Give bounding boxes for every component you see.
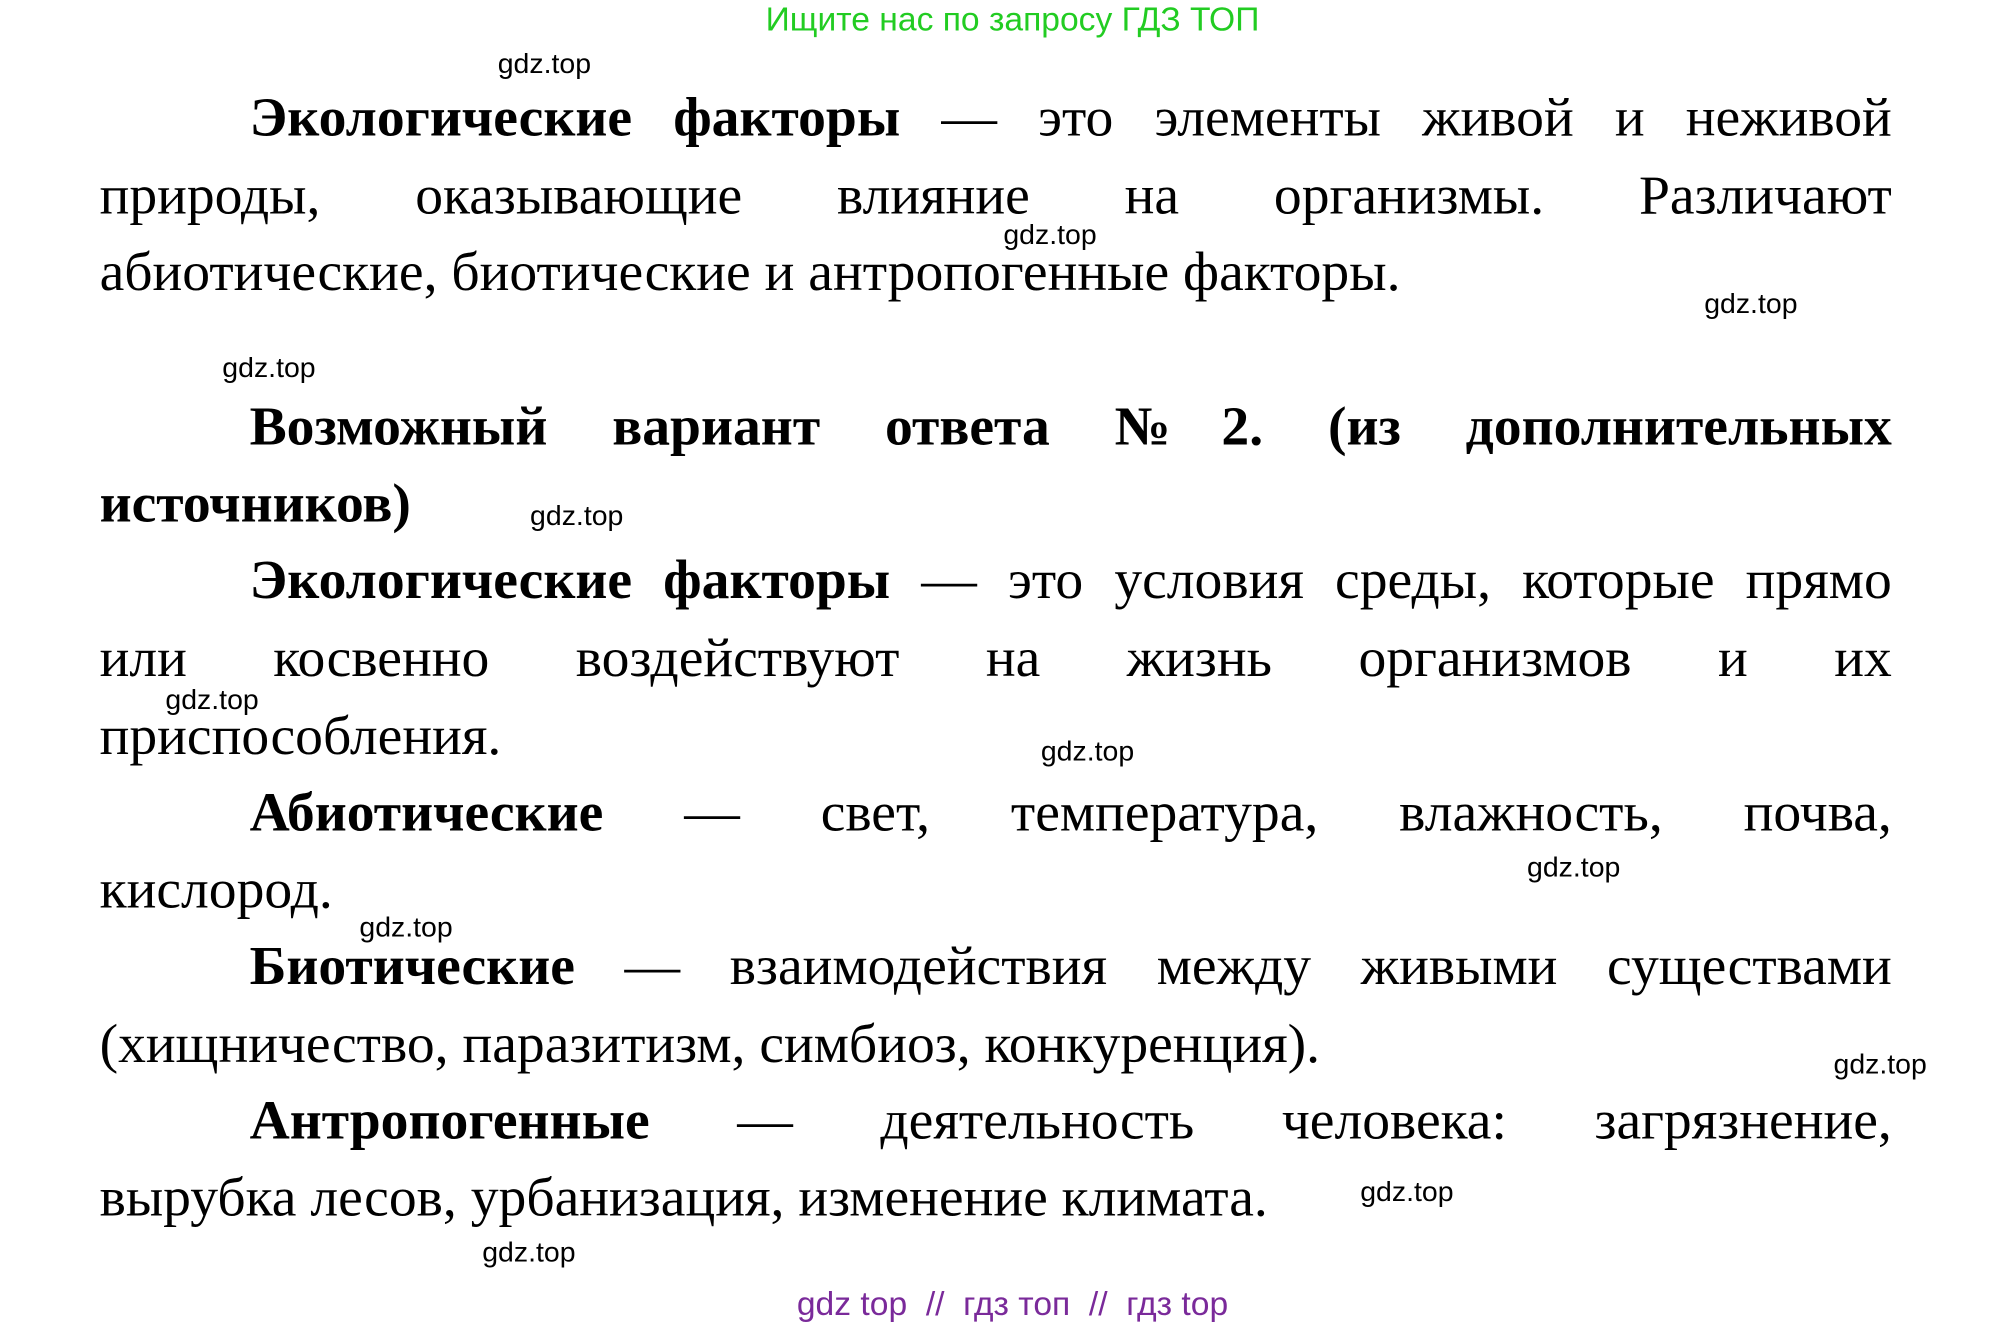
p1-line2: природы, оказывающие влияние на организмы. Различают: [99, 166, 1892, 227]
watermark: gdz.top: [1833, 1047, 1927, 1080]
p6-line2: вырубка лесов, урбанизация, изменение климата.: [99, 1168, 1268, 1229]
p3-line1: [250, 549, 1892, 613]
watermark: gdz.top: [1360, 1175, 1454, 1208]
watermark: gdz.top: [1003, 218, 1097, 251]
term: Биотические: [249, 936, 575, 997]
definition-text: — свет, температура, влажность, почва,: [603, 783, 1892, 844]
p3-line2: или косвенно воздействуют на жизнь организмов и их: [99, 628, 1892, 689]
definition-text: — деятельность человека: загрязнение,: [649, 1091, 1892, 1152]
p4-line2: кислород.: [99, 860, 333, 921]
p3-line3: приспособления.: [99, 706, 502, 767]
footer-links: gdz top // гдз топ // гдз top: [796, 1284, 1229, 1323]
definition-text: — взаимодействия между живыми существами: [574, 936, 1892, 997]
watermark: gdz.top: [1040, 734, 1135, 767]
term: Экологические факторы: [249, 550, 891, 611]
watermark: gdz.top: [165, 683, 259, 716]
watermark: gdz.top: [482, 1235, 576, 1268]
term: Абиотические: [249, 783, 604, 844]
search-banner: Ищите нас по запросу ГДЗ ТОП: [765, 0, 1260, 39]
term: Антропогенные: [249, 1091, 650, 1152]
p4-line1: [250, 782, 1892, 846]
watermark: gdz.top: [1704, 287, 1798, 320]
watermark: gdz.top: [222, 351, 316, 384]
p5-line1: [250, 935, 1892, 999]
watermark: gdz.top: [359, 911, 453, 944]
p1-line1: [250, 87, 1892, 151]
p6-line1: [250, 1090, 1892, 1154]
watermark: gdz.top: [1527, 851, 1621, 884]
p1-line3: абиотические, биотические и антропогенные факторы.: [99, 242, 1401, 303]
answer-variant-heading: Возможный вариант ответа №2. (из дополнительных: [249, 397, 1892, 458]
definition-text: — это элементы живой и неживой: [900, 88, 1892, 149]
answer-variant-heading-cont: источников): [99, 474, 411, 535]
p5-line2: (хищничество, паразитизм, симбиоз, конкуренция).: [99, 1014, 1321, 1075]
watermark: gdz.top: [497, 47, 592, 80]
watermark: gdz.top: [530, 499, 624, 532]
definition-text: — это условия среды, которые прямо: [890, 550, 1892, 611]
term: Экологические факторы: [249, 88, 901, 149]
